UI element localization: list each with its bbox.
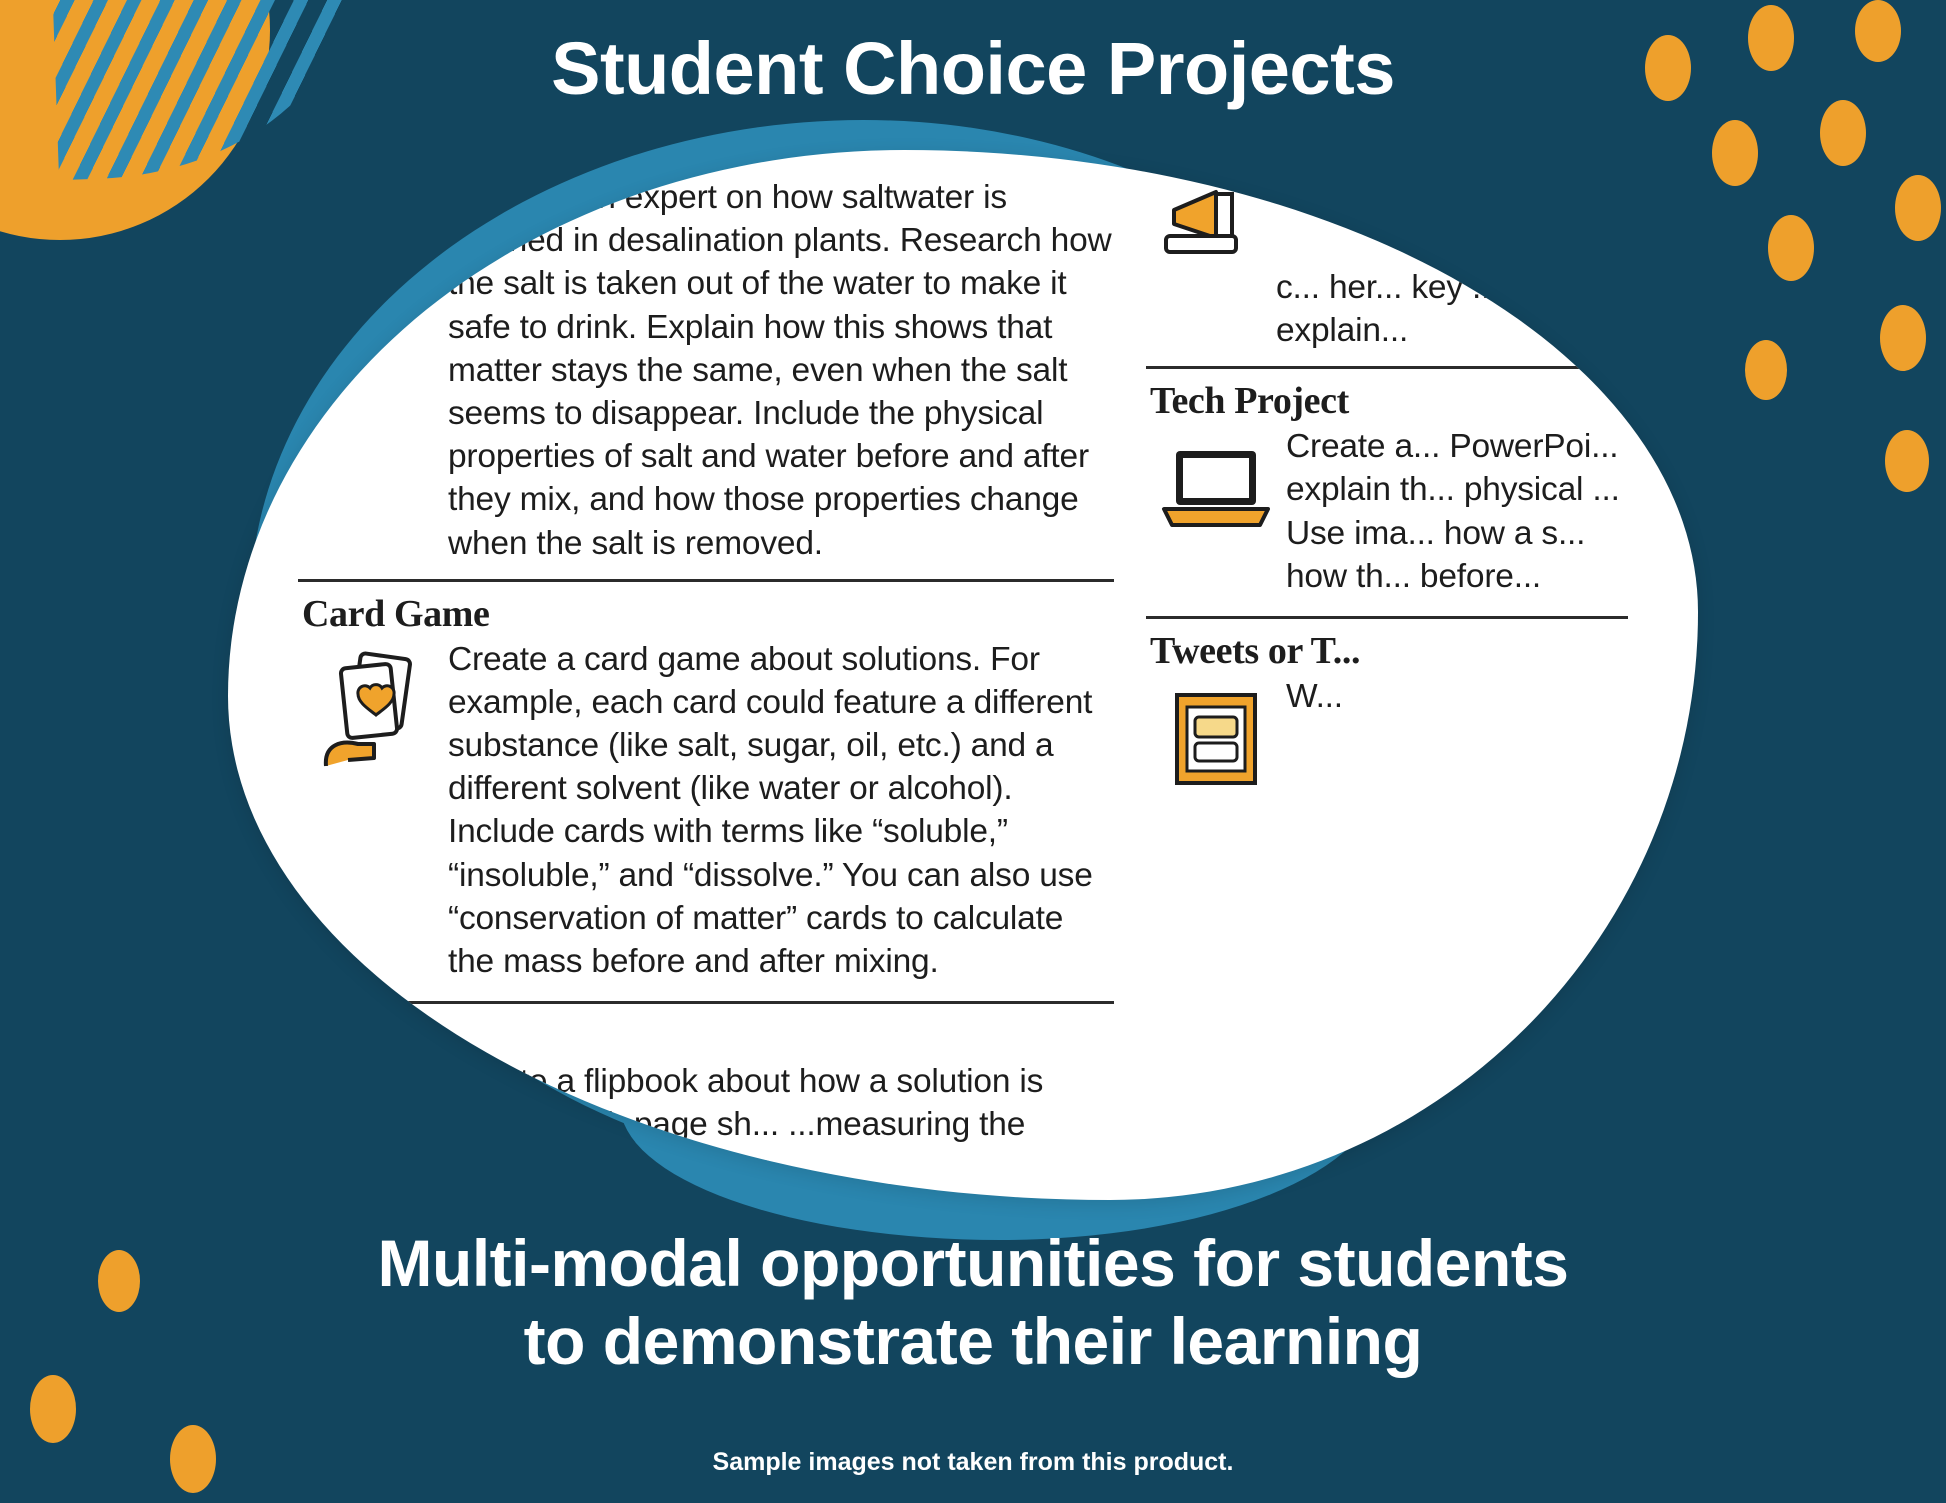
project-row-body: [1146, 675, 1628, 795]
sample-document-page: [298, 170, 1638, 1200]
chat-message-icon: [1146, 675, 1286, 795]
project-row-body: [298, 176, 1114, 565]
project-row: [1146, 616, 1628, 795]
orange-dot: [30, 1375, 76, 1443]
disclaimer-text: Sample images not taken from this product.: [712, 1448, 1234, 1476]
project-description: Create a card game about solutions. For example, each card could feature a different substance (like salt, sugar, oil, etc.) and a different solvent (like water or alcohol). Include cards with terms like “soluble,” “insoluble,” and “dissolve.” You can also use “conservation of matter” cards to calculate the mass before and after mixing.: [448, 640, 1093, 981]
project-title: Tech Project: [1150, 380, 1349, 423]
caption-line-1: Multi-modal opportunities for students: [377, 1226, 1569, 1300]
project-title: Flipbook: [302, 1015, 445, 1058]
project-description: c... her... key ... conse... explain...: [1276, 269, 1625, 350]
project-description: Create a... PowerPoi... explain th... physical ... Use ima... how a s... how th... before...: [1286, 428, 1620, 595]
project-title: Card Game: [302, 592, 490, 635]
project-row: [1146, 366, 1628, 598]
document-columns: [298, 170, 1638, 1190]
document-left-column: [298, 170, 1128, 1190]
project-row: [1146, 170, 1628, 352]
project-row-body: [1146, 176, 1628, 352]
project-row: [298, 170, 1114, 565]
orange-dot: [1880, 305, 1926, 371]
white-blob-mask: [228, 150, 1698, 1200]
project-row-body: [298, 638, 1114, 984]
project-row-body: [298, 1060, 1114, 1190]
project-description: Become an expert on how saltwater is cleaned in desalination plants. Research how the salt is taken out of the water to make it safe to drink. Explain how this shows that matter stays the same, even when the salt seems to disappear. Include the physical properties of salt and water before and after they mix, and how those properties change when the salt is removed.: [448, 179, 1112, 562]
laptop-icon: [1146, 425, 1286, 545]
orange-dot: [1885, 430, 1929, 492]
project-row: [298, 579, 1114, 983]
caption-line-2: to demonstrate their learning: [523, 1303, 1423, 1378]
orange-dot: [1712, 120, 1758, 186]
sample-document-preview: [228, 150, 1698, 1200]
project-description: Create a flipbook about how a solution is made. Each page sh... ...measuring the mass, mi... ...and then: [448, 1063, 1044, 1187]
megaphone-icon: [1146, 176, 1276, 266]
orange-dot: [1768, 215, 1814, 281]
open-book-flipbook-icon: [298, 1060, 448, 1180]
project-row-body: [1146, 425, 1628, 598]
lightbulb-in-hand-icon: [298, 176, 448, 306]
hand-holding-cards-icon: [298, 638, 448, 778]
project-title: Tweets or T...: [1150, 630, 1361, 673]
orange-dot: [1895, 175, 1941, 241]
project-description: W...: [1286, 677, 1343, 715]
page-title: Student Choice Projects: [551, 27, 1395, 110]
document-right-column: [1128, 170, 1628, 1190]
caption: [0, 1225, 1946, 1381]
orange-dot: [1745, 340, 1787, 400]
project-row: [298, 1001, 1114, 1189]
